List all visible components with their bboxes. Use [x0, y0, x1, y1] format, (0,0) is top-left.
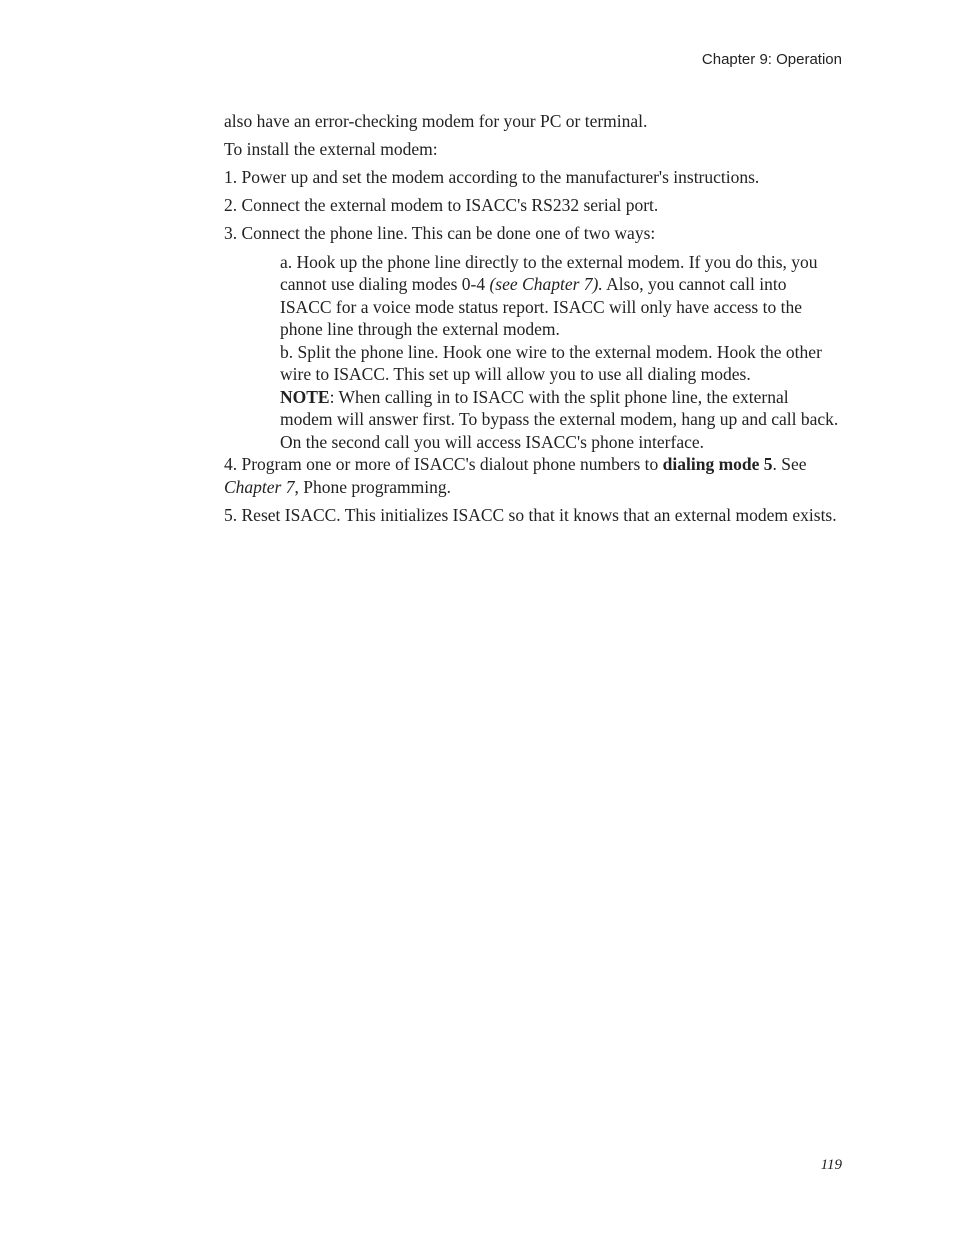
step-4-see: . See	[772, 454, 807, 474]
step-4-text: 4. Program one or more of ISACC's dialout phone numbers to	[224, 454, 663, 474]
option-b: b. Split the phone line. Hook one wire to the external modem. Hook the other wire to ISACC. This set up will allow you to use all dialing modes.	[280, 341, 822, 384]
step-4-chapter-reference: Chapter 7	[224, 476, 295, 497]
note-text: : When calling in to ISACC with the split phone line, the external modem will answer first. To bypass the external modem, hang up and call back. On the second call you will access ISACC's phone interface.	[280, 386, 839, 452]
step-3-options	[280, 251, 840, 454]
option-a-reference: (see Chapter 7).	[489, 274, 603, 294]
page-number: 119	[820, 1157, 842, 1173]
option-a-continued: Also, you cannot call into ISACC for a voice mode status report. ISACC will only have access to the phone line through the external modem.	[280, 274, 802, 339]
note-label: NOTE	[280, 386, 330, 407]
step-1: 1. Power up and set the modem according to the manufacturer's instructions.	[224, 167, 760, 187]
install-heading: To install the external modem:	[224, 139, 438, 159]
step-3: 3. Connect the phone line. This can be done one of two ways:	[224, 223, 656, 243]
intro-line: also have an error-checking modem for your PC or terminal.	[224, 111, 648, 131]
page-body	[224, 110, 840, 532]
step-4-suffix: , Phone programming.	[294, 476, 452, 497]
note-paragraph	[280, 386, 840, 454]
step-4	[224, 453, 840, 498]
step-5: 5. Reset ISACC. This initializes ISACC so that it knows that an external modem exists.	[224, 504, 837, 525]
option-a-text: a. Hook up the phone line directly to the external modem. If you do this, you cannot use dialing modes 0-4	[280, 251, 818, 294]
option-a	[280, 251, 840, 341]
running-head: Chapter 9: Operation	[701, 51, 842, 68]
step-4-mode: dialing mode 5	[662, 454, 773, 474]
step-2: 2. Connect the external modem to ISACC's RS232 serial port.	[224, 195, 659, 215]
